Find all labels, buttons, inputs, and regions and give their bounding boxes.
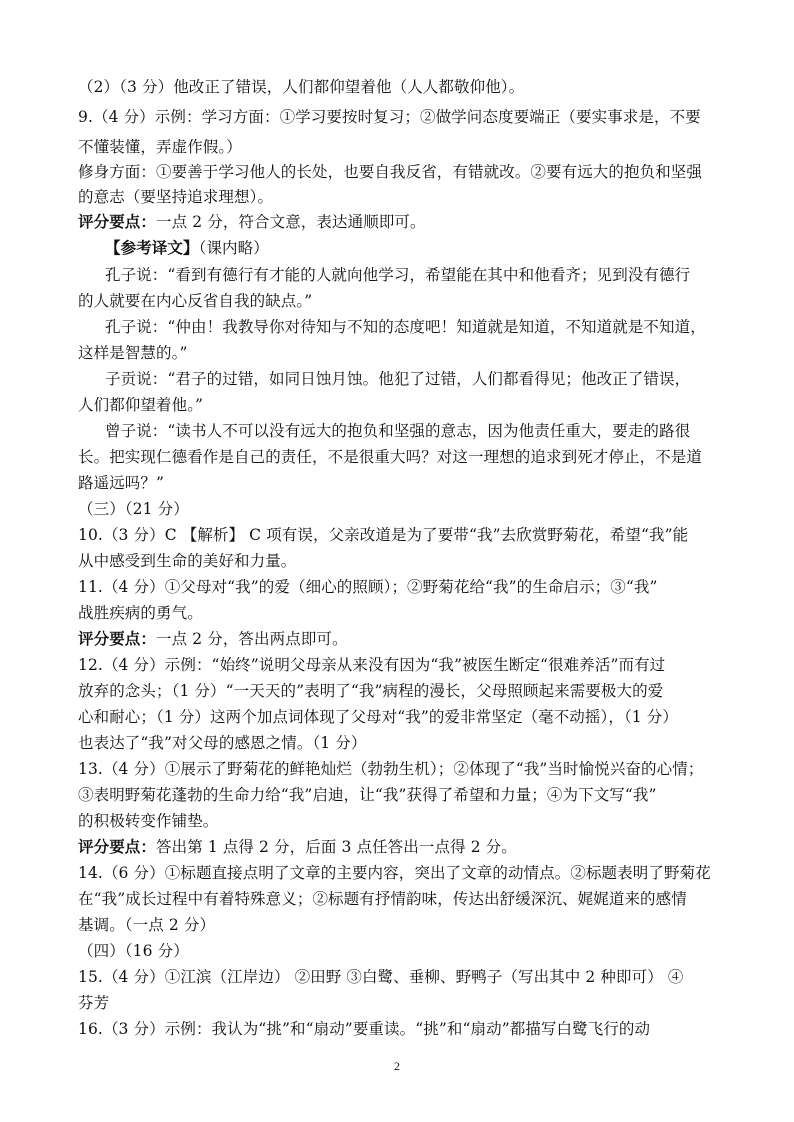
answer-line: 心和耐心；（1 分）这两个加点词体现了父母对“我”的爱非常坚定（毫不动摇），（1 分）: [78, 708, 678, 726]
scoring-label: 评分要点：: [78, 212, 157, 231]
translation-line: 的人就要在内心反省自我的缺点。”: [78, 292, 313, 310]
answer-line: 不懂装懂，弄虚作假。）: [78, 138, 242, 156]
answer-line: 11.（4 分）①父母对“我”的爱（细心的照顾）；②野菊花给“我”的生命启示；③“我”: [78, 578, 658, 596]
answer-line: 12.（4 分）示例：“始终”说明父母亲从来没有因为“我”被医生断定“很难养活”而有过: [78, 656, 666, 674]
answer-line: 从中感受到生命的美好和力量。: [78, 552, 297, 570]
scoring-line: 评分要点：一点 2 分，答出两点即可。: [78, 629, 348, 648]
answer-line: ③表明野菊花蓬勃的生命力给“我”启迪，让“我”获得了希望和力量；④为下文写“我”: [78, 786, 657, 804]
translation-line: 人们都仰望着他。”: [78, 396, 204, 414]
answer-line: 战胜疾病的勇气。: [78, 604, 203, 622]
section-heading: （三）（21 分）: [78, 500, 189, 518]
answer-line: 16.（3 分）示例：我认为“挑”和“扇动”要重读。“挑”和“扇动”都描写白鹭飞行的动: [78, 1020, 651, 1038]
answer-line: 修身方面：①要善于学习他人的长处，也要自我反省，有错就改。②要有远大的抱负和坚强: [78, 163, 703, 181]
answer-line: 的意志（要坚持追求理想）。: [78, 188, 274, 206]
answer-line: 也表达了“我”对父母的感恩之情。（1 分）: [78, 734, 367, 752]
scoring-label: 评分要点：: [78, 629, 157, 648]
answer-line: 基调。（一点 2 分）: [78, 916, 216, 934]
translation-line: 孔子说：“看到有德行有才能的人就向他学习，希望能在其中和他看齐；见到没有德行: [105, 266, 691, 284]
translation-label: 【参考译文】: [105, 238, 199, 257]
answer-line: （2）（3 分）他改正了错误，人们都仰望着他（人人都敬仰他）。: [78, 78, 525, 96]
translation-line: 路遥远吗？”: [78, 474, 165, 492]
scoring-line: 评分要点：答出第 1 点得 2 分，后面 3 点任答出一点得 2 分。: [78, 837, 517, 856]
scoring-line: 评分要点：一点 2 分，符合文意，表达通顺即可。: [78, 212, 426, 231]
answer-line: 14.（6 分）①标题直接点明了文章的主要内容，突出了文章的动情点。②标题表明了野菊花: [78, 864, 711, 882]
scoring-label: 评分要点：: [78, 837, 157, 856]
answer-line: 15.（4 分）①江滨（江岸边） ②田野 ③白鹭、垂柳、野鸭子（写出其中 2 种即可） ④: [78, 968, 684, 986]
answer-line: 10.（3 分）C 【解析】 C 项有误，父亲改道是为了要带“我”去欣赏野菊花，希望“我”能: [78, 526, 689, 544]
translation-line: 这样是智慧的。”: [78, 344, 188, 362]
translation-line: 子贡说：“君子的过错，如同日蚀月蚀。他犯了过错，人们都看得见；他改正了错误，: [105, 370, 691, 388]
translation-line: 长。把实现仁德看作是自己的责任，不是很重大吗？对这一理想的追求到死才停止，不是道: [78, 448, 703, 466]
page-number: 2: [394, 1059, 400, 1073]
answer-line: 在“我”成长过程中有着特殊意义；②标题有抒情韵味，传达出舒缓深沉、娓娓道来的感情: [78, 890, 687, 908]
translation-line: 孔子说：“仲由！我教导你对待知与不知的态度吧！知道就是知道，不知道就是不知道，: [105, 318, 706, 336]
answer-line: 芬芳: [78, 994, 110, 1012]
answer-line: 放弃的念头；（1 分）“一天天的”表明了“我”病程的漫长，父母照顾起来需要极大的爱: [78, 682, 664, 700]
answer-line: 的积极转变作铺垫。: [78, 812, 219, 830]
translation-heading: 【参考译文】（课内略）: [105, 238, 269, 257]
answer-line: 13.（4 分）①展示了野菊花的鲜艳灿烂（勃勃生机）；②体现了“我”当时愉悦兴奋的心情；: [78, 760, 704, 778]
answer-line: 9.（4 分）示例：学习方面：①学习要按时复习；②做学问态度要端正（要实事求是，不要: [78, 108, 701, 126]
section-heading: （四）（16 分）: [78, 942, 189, 960]
translation-line: 曾子说：“读书人不可以没有远大的抱负和坚强的意志，因为他责任重大，要走的路很: [105, 422, 691, 440]
